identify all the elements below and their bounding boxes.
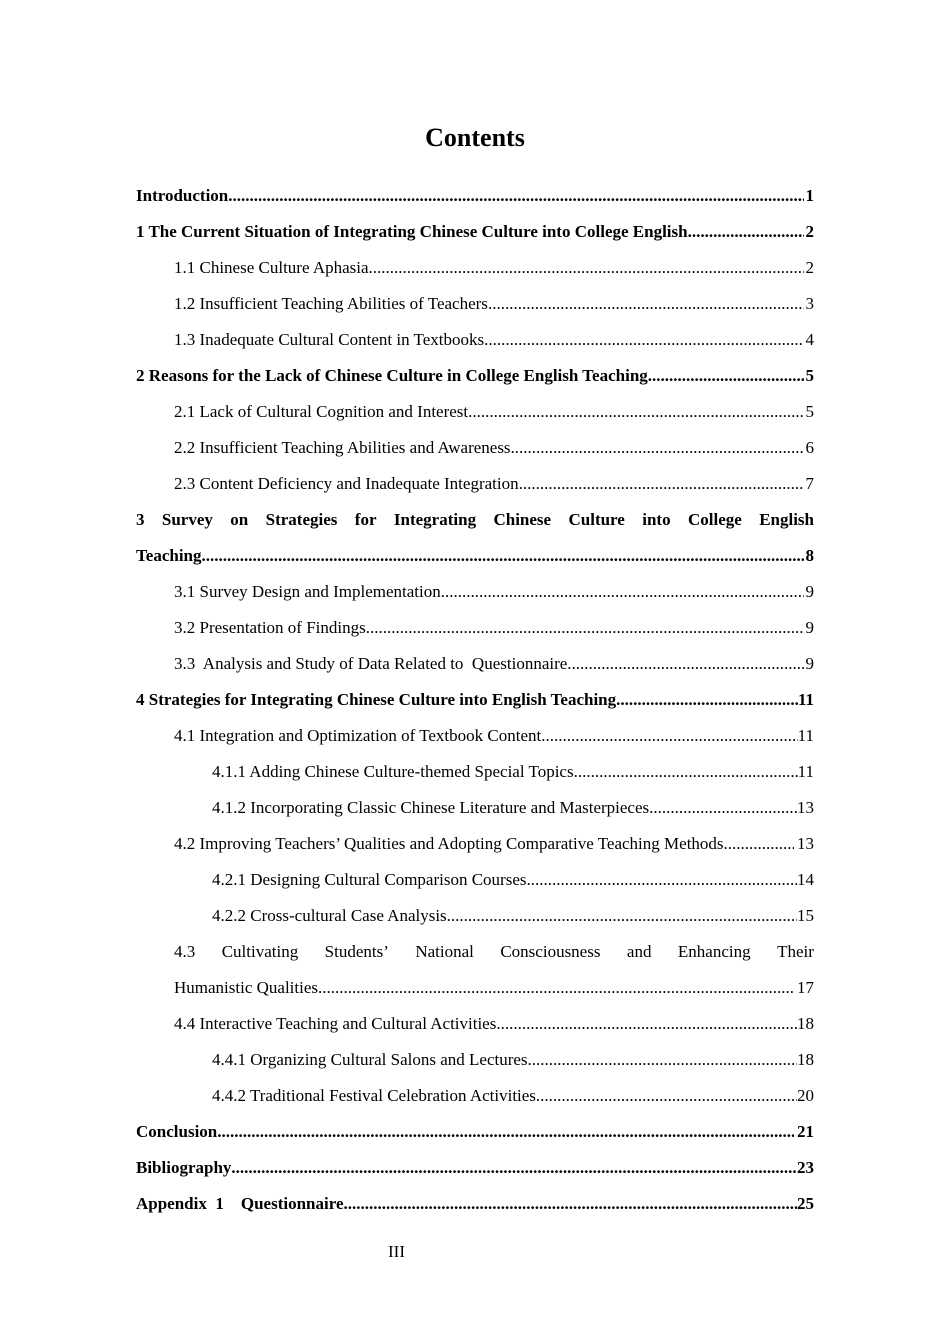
toc-leader-dots <box>519 466 804 502</box>
toc-leader-dots <box>468 394 804 430</box>
toc-page-number: 5 <box>805 402 814 421</box>
toc-entry-title: 3.2 Presentation of Findings <box>174 618 366 637</box>
toc-word: 4.3 <box>174 942 196 961</box>
toc-entry-4-2-2[interactable] <box>136 898 814 934</box>
toc-entry-4-3-line-1[interactable] <box>136 934 814 970</box>
toc-entry-1-1[interactable] <box>136 250 814 286</box>
toc-word: National <box>415 942 474 961</box>
toc-page-number: 1 <box>805 186 814 205</box>
toc-leader-dots <box>488 286 804 322</box>
toc-leader-dots <box>567 646 804 682</box>
toc-page-number: 18 <box>797 1050 814 1069</box>
toc-entry-title: 2 Reasons for the Lack of Chinese Culture in College English Teaching <box>136 366 648 385</box>
toc-word: Integrating <box>393 510 477 529</box>
toc-word: Cultivating <box>221 942 299 961</box>
toc-entry-title: Introduction <box>136 186 229 205</box>
toc-entry-chapter-4[interactable] <box>136 682 814 718</box>
toc-word: into <box>642 510 671 529</box>
toc-word: Consciousness <box>500 942 601 961</box>
toc-leader-dots <box>231 1150 797 1186</box>
toc-leader-dots <box>217 1114 794 1150</box>
toc-entry-chapter-2[interactable] <box>136 358 814 394</box>
toc-word: Their <box>777 942 814 961</box>
toc-word: Strategies <box>265 510 338 529</box>
toc-leader-dots <box>369 250 804 286</box>
toc-word: Enhancing <box>677 942 751 961</box>
toc-leader-dots <box>649 790 797 826</box>
toc-entry-chapter-3-line-1[interactable] <box>136 502 814 538</box>
toc-page-number: 9 <box>805 618 814 637</box>
toc-entry-title: 4 Strategies for Integrating Chinese Culture into English Teaching <box>136 690 617 709</box>
toc-entry-4-4-2[interactable] <box>136 1078 814 1114</box>
toc-entry-2-2[interactable] <box>136 430 814 466</box>
toc-page-number: 3 <box>805 294 814 313</box>
toc-entry-2-3[interactable] <box>136 466 814 502</box>
toc-entry-title: 4.2 Improving Teachers’ Qualities and Adopting Comparative Teaching Methods <box>174 834 724 853</box>
toc-leader-dots <box>496 1006 797 1042</box>
toc-leader-dots <box>511 430 804 466</box>
toc-leader-dots <box>724 826 794 862</box>
toc-page-number: 15 <box>797 906 814 925</box>
toc-page-number: 18 <box>797 1014 814 1033</box>
toc-leader-dots <box>722 214 804 250</box>
toc-entry-4-3-line-2[interactable] <box>136 970 814 1006</box>
toc-page-number: 20 <box>797 1086 814 1105</box>
toc-word: Students’ <box>324 942 389 961</box>
toc-leader-dots <box>541 718 797 754</box>
toc-word: Culture <box>568 510 625 529</box>
toc-page-number: 5 <box>805 366 814 385</box>
toc-entry-2-1[interactable] <box>136 394 814 430</box>
toc-entry-title: 2.2 Insufficient Teaching Abilities and Awareness <box>174 438 511 457</box>
toc-entry-title: 4.4 Interactive Teaching and Cultural Activities <box>174 1014 497 1033</box>
toc-page-number: 13 <box>797 798 814 817</box>
toc-entry-3-2[interactable] <box>136 610 814 646</box>
toc-word: Survey <box>161 510 213 529</box>
toc-page-number: 9 <box>805 654 814 673</box>
toc-leader-dots <box>484 322 804 358</box>
toc-entry-1-2[interactable] <box>136 286 814 322</box>
toc-word: for <box>354 510 377 529</box>
toc-entry-chapter-1[interactable] <box>136 214 814 250</box>
toc-page-number: 2 <box>805 258 814 277</box>
toc-entry-3-3[interactable] <box>136 646 814 682</box>
toc-word: Chinese <box>493 510 552 529</box>
toc-entry-title: 4.1.1 Adding Chinese Culture-themed Special Topics <box>212 762 574 781</box>
toc-leader-dots <box>526 862 797 898</box>
toc-entry-4-2[interactable] <box>136 826 814 862</box>
toc-entry-4-1-2[interactable] <box>136 790 814 826</box>
toc-page-number: 13 <box>797 834 814 853</box>
toc-word: and <box>626 942 652 961</box>
toc-entry-title: 2.1 Lack of Cultural Cognition and Interest <box>174 402 469 421</box>
toc-entry-conclusion[interactable] <box>136 1114 814 1150</box>
toc-entry-title: Humanistic Qualities <box>174 978 319 997</box>
toc-page-number: 2 <box>805 222 814 241</box>
toc-leader-dots <box>616 682 798 718</box>
toc-entry-title: 3.3 Analysis and Study of Data Related to Questionnaire <box>174 654 568 673</box>
toc-page-number: 11 <box>797 690 814 709</box>
toc-leader-dots <box>344 1186 797 1222</box>
toc-word: on <box>230 510 249 529</box>
toc-page-number: 14 <box>797 870 814 889</box>
toc-separator: ........ <box>687 222 722 241</box>
toc-entry-introduction[interactable] <box>136 178 814 214</box>
toc-leader-dots <box>447 898 797 934</box>
toc-page-number: 17 <box>797 978 814 997</box>
toc-entry-4-4-1[interactable] <box>136 1042 814 1078</box>
toc-leader-dots <box>574 754 798 790</box>
toc-leader-dots <box>528 1042 797 1078</box>
toc-leader-dots <box>366 610 804 646</box>
toc-entry-4-2-1[interactable] <box>136 862 814 898</box>
toc-page-number: 6 <box>805 438 814 457</box>
toc-entry-title: Conclusion <box>136 1122 218 1141</box>
footer-page-number: III <box>388 1242 405 1261</box>
toc-entry-title: 1.3 Inadequate Cultural Content in Textbooks <box>174 330 485 349</box>
toc-leader-dots <box>202 538 804 574</box>
toc-leader-dots <box>441 574 804 610</box>
table-of-contents <box>136 178 814 1222</box>
toc-page-number: 4 <box>805 330 814 349</box>
toc-entry-title: 2.3 Content Deficiency and Inadequate Integration <box>174 474 519 493</box>
toc-entry-title: Appendix 1 Questionnaire <box>136 1194 344 1213</box>
toc-page-number: 9 <box>805 582 814 601</box>
toc-entry-title: 4.2.1 Designing Cultural Comparison Courses <box>212 870 527 889</box>
toc-page-number: 11 <box>797 762 814 781</box>
toc-word: College <box>687 510 742 529</box>
toc-word: English <box>759 510 814 529</box>
toc-entry-title: 3.1 Survey Design and Implementation <box>174 582 441 601</box>
toc-entry-4-1[interactable] <box>136 718 814 754</box>
toc-entry-title: 1 The Current Situation of Integrating Chinese Culture into College English <box>136 222 688 241</box>
toc-entry-title: 4.1.2 Incorporating Classic Chinese Literature and Masterpieces <box>212 798 650 817</box>
toc-page-number: 8 <box>805 546 814 565</box>
toc-leader-dots <box>318 970 794 1006</box>
toc-page-number: 7 <box>805 474 814 493</box>
toc-entry-title: Teaching <box>136 546 202 565</box>
toc-entry-title: 4.4.2 Traditional Festival Celebration Activities <box>212 1086 536 1105</box>
toc-page-number: 11 <box>797 726 814 745</box>
toc-leader-dots <box>536 1078 797 1114</box>
toc-entry-1-3[interactable] <box>136 322 814 358</box>
toc-entry-4-1-1[interactable] <box>136 754 814 790</box>
toc-entry-title: 4.1 Integration and Optimization of Textbook Content <box>174 726 542 745</box>
toc-entry-title: 1.2 Insufficient Teaching Abilities of Teachers <box>174 294 488 313</box>
toc-entry-title: 4.2.2 Cross-cultural Case Analysis <box>212 906 447 925</box>
toc-entry-title: Bibliography <box>136 1158 232 1177</box>
toc-page-number: 25 <box>797 1194 814 1213</box>
contents-title: Contents <box>425 123 525 152</box>
toc-word: 3 <box>136 510 145 529</box>
toc-entry-appendix-1[interactable] <box>136 1186 814 1222</box>
toc-entry-title: 4.4.1 Organizing Cultural Salons and Lectures <box>212 1050 528 1069</box>
toc-page-number: 21 <box>797 1122 814 1141</box>
toc-entry-3-1[interactable] <box>136 574 814 610</box>
toc-page-number: 23 <box>797 1158 814 1177</box>
toc-entry-chapter-3-line-2[interactable] <box>136 538 814 574</box>
toc-entry-title: 1.1 Chinese Culture Aphasia <box>174 258 369 277</box>
toc-entry-bibliography[interactable] <box>136 1150 814 1186</box>
toc-leader-dots <box>228 178 804 214</box>
toc-leader-dots <box>648 358 804 394</box>
toc-entry-4-4[interactable] <box>136 1006 814 1042</box>
